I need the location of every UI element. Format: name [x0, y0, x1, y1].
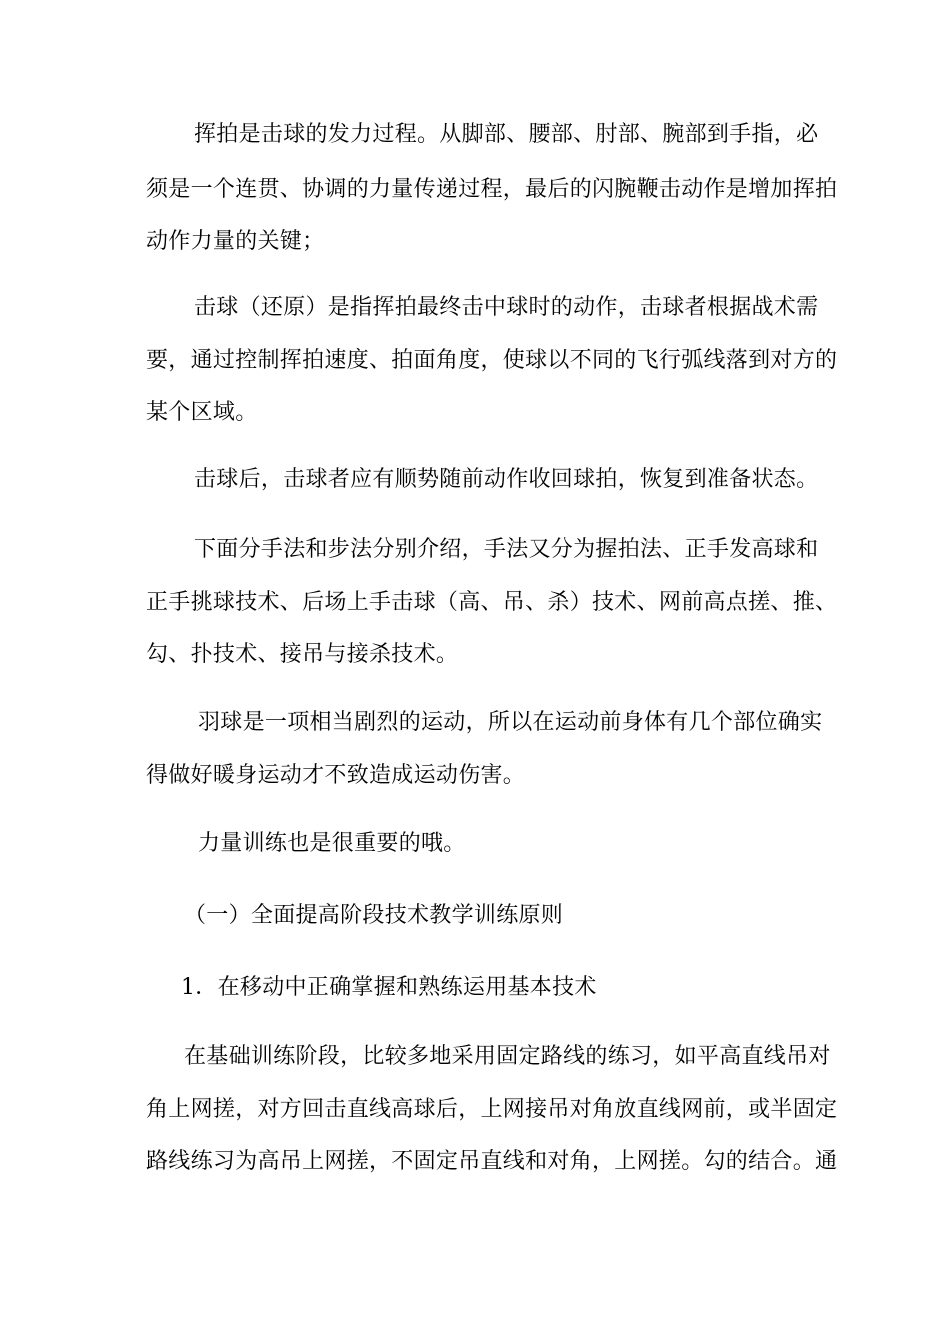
- paragraph-2-line-2: 要，通过控制挥拍速度、拍面角度，使球以不同的飞行弧线落到对方的: [146, 348, 838, 373]
- paragraph-9-line-2: 角上网搓，对方回击直线高球后，上网接吊对角放直线网前，或半固定: [146, 1097, 838, 1122]
- paragraph-9-line-1: 在基础训练阶段，比较多地采用固定路线的练习，如平高直线吊对: [184, 1044, 831, 1069]
- paragraph-4-line-2: 正手挑球技术、后场上手击球（高、吊、杀）技术、网前高点搓、推、: [146, 590, 838, 615]
- paragraph-3-line-1: 击球后，击球者应有顺势随前动作收回球拍，恢复到准备状态。: [194, 467, 819, 492]
- paragraph-1-line-2: 须是一个连贯、协调的力量传递过程，最后的闪腕鞭击动作是增加挥拍: [146, 177, 838, 202]
- paragraph-4-line-3: 勾、扑技术、接吊与接杀技术。: [146, 642, 459, 667]
- section-heading: （一）全面提高阶段技术教学训练原则: [184, 903, 564, 928]
- paragraph-5-line-2: 得做好暖身运动才不致造成运动伤害。: [146, 763, 526, 788]
- paragraph-6-line-1: 力量训练也是很重要的哦。: [198, 831, 466, 856]
- paragraph-4-line-1: 下面分手法和步法分别介绍，手法又分为握拍法、正手发高球和: [194, 537, 819, 562]
- paragraph-1-line-3: 动作力量的关键；: [146, 229, 325, 254]
- paragraph-5-line-1: 羽球是一项相当剧烈的运动，所以在运动前身体有几个部位确实: [198, 710, 823, 735]
- paragraph-2-line-3: 某个区域。: [146, 400, 258, 425]
- paragraph-2-line-1: 击球（还原）是指挥拍最终击中球时的动作，击球者根据战术需: [194, 295, 819, 320]
- paragraph-9-line-3: 路线练习为高吊上网搓，不固定吊直线和对角，上网搓。勾的结合。通: [146, 1149, 838, 1174]
- paragraph-1-line-1: 挥拍是击球的发力过程。从脚部、腰部、肘部、腕部到手指，必: [194, 122, 819, 147]
- numbered-item-1: 1．在移动中正确掌握和熟练运用基本技术: [181, 975, 597, 1000]
